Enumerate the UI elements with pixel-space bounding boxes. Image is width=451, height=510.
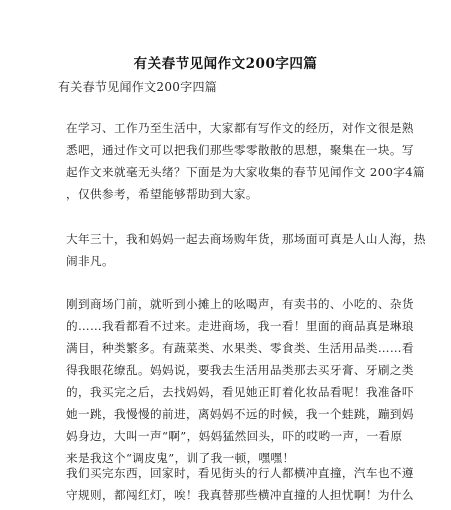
- text-line: 闹非凡。: [66, 254, 114, 268]
- text-line: 刚到商场门前，就听到小摊上的吆喝声，有卖书的、小吃的、杂货: [66, 297, 414, 311]
- text-line: 在学习、工作乃至生活中，大家都有写作文的经历，对作文很是熟: [66, 121, 414, 135]
- text-line: 起作文来就毫无头绪？下面是为大家收集的春节见闻作文 200字4篇: [66, 165, 426, 179]
- text-line: 大年三十，我和妈妈一起去商场购年货，那场面可真是人山人海，热: [66, 232, 426, 246]
- text-line: 的，我买完之后，去找妈妈，看见她正盯着化妆品看呢！我准备吓: [66, 385, 414, 399]
- text-line: ，仅供参考，希望能够帮助到大家。: [66, 187, 258, 201]
- text-line: 悉吧，通过作文可以把我们那些零零散散的思想，聚集在一块。写: [66, 143, 414, 157]
- text-line: 妈身边，大叫一声“啊”，妈妈猛然回头，吓的哎哟一声，一看原: [66, 429, 403, 443]
- text-line: 满目，种类繁多。有蔬菜类、水果类、零食类、生活用品类……看: [66, 341, 414, 355]
- document-title: 有关春节见闻作文200字四篇: [133, 56, 318, 72]
- text-line: 的……我看都看不过来。走进商场，我一看！里面的商品真是琳琅: [66, 319, 414, 333]
- text-line: 她一跳，我慢慢的前进，离妈妈不远的时候，我一个蛙跳，蹦到妈: [66, 407, 414, 421]
- paragraph-shopping: [66, 293, 414, 469]
- paragraph-new-year-eve: [66, 228, 426, 272]
- text-line: 来是我这个“调皮鬼”，训了我一顿，嘿嘿！: [66, 451, 295, 465]
- document-subtitle: 有关春节见闻作文200字四篇: [58, 80, 218, 94]
- text-line: 守规则，都闯红灯，唉！我真替那些横冲直撞的人担忧啊！为什么: [66, 488, 414, 502]
- paragraph-going-home: [66, 462, 414, 506]
- text-line: 我们买完东西，回家时，看见街头的行人都横冲直撞，汽车也不遵: [66, 466, 414, 480]
- paragraph-intro: [66, 117, 426, 205]
- text-line: 得我眼花缭乱。妈妈说，要我去生活用品类那去买牙膏、牙刷之类: [66, 363, 414, 377]
